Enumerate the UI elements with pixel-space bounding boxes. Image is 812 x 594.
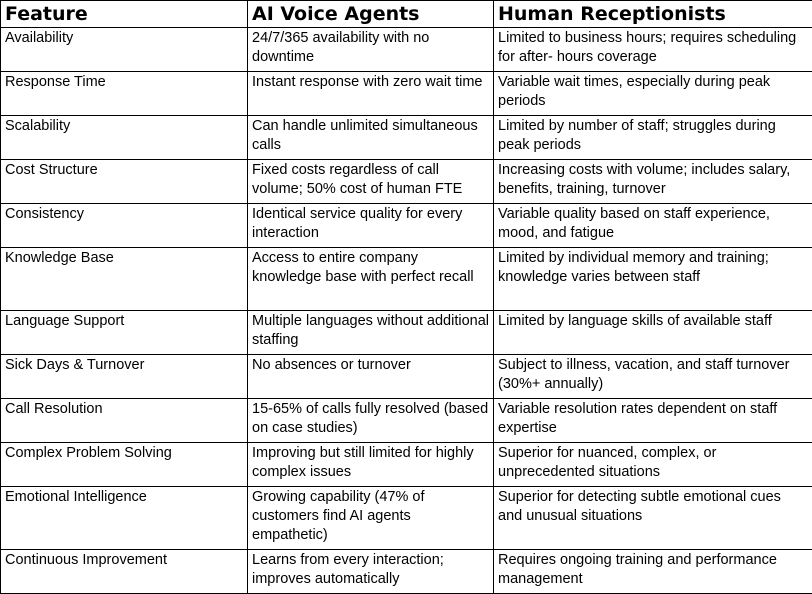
ai-cell: Improving but still limited for highly complex issues (248, 443, 494, 487)
header-ai-voice-agents: AI Voice Agents (248, 1, 494, 28)
table-row (1, 116, 812, 160)
feature-cell: Complex Problem Solving (1, 443, 248, 487)
human-cell: Variable quality based on staff experience, mood, and fatigue (494, 204, 812, 248)
feature-cell: Availability (1, 28, 248, 72)
ai-cell: 15-65% of calls fully resolved (based on case studies) (248, 399, 494, 443)
feature-cell: Knowledge Base (1, 248, 248, 311)
human-cell: Limited by individual memory and training; knowledge varies between staff (494, 248, 812, 311)
ai-cell: Identical service quality for every interaction (248, 204, 494, 248)
human-cell: Variable resolution rates dependent on staff expertise (494, 399, 812, 443)
human-cell: Limited by language skills of available staff (494, 311, 812, 355)
table-row (1, 355, 812, 399)
feature-cell: Sick Days & Turnover (1, 355, 248, 399)
table-row (1, 72, 812, 116)
feature-cell: Response Time (1, 72, 248, 116)
table-row (1, 204, 812, 248)
header-feature: Feature (1, 1, 248, 28)
ai-cell: Access to entire company knowledge base with perfect recall (248, 248, 494, 311)
ai-cell: No absences or turnover (248, 355, 494, 399)
feature-cell: Cost Structure (1, 160, 248, 204)
human-cell: Limited by number of staff; struggles during peak periods (494, 116, 812, 160)
human-cell: Limited to business hours; requires scheduling for after- hours coverage (494, 28, 812, 72)
ai-cell: Fixed costs regardless of call volume; 50% cost of human FTE (248, 160, 494, 204)
table-row (1, 28, 812, 72)
human-cell: Superior for nuanced, complex, or unprecedented situations (494, 443, 812, 487)
human-cell: Superior for detecting subtle emotional cues and unusual situations (494, 487, 812, 550)
table-row (1, 399, 812, 443)
human-cell: Requires ongoing training and performance management (494, 550, 812, 594)
header-row (1, 1, 812, 28)
feature-cell: Consistency (1, 204, 248, 248)
feature-cell: Scalability (1, 116, 248, 160)
ai-cell: 24/7/365 availability with no downtime (248, 28, 494, 72)
ai-cell: Learns from every interaction; improves automatically (248, 550, 494, 594)
ai-cell: Growing capability (47% of customers find AI agents empathetic) (248, 487, 494, 550)
table-row (1, 487, 812, 550)
ai-cell: Can handle unlimited simultaneous calls (248, 116, 494, 160)
table-row (1, 550, 812, 594)
table-row (1, 443, 812, 487)
feature-cell: Call Resolution (1, 399, 248, 443)
ai-cell: Instant response with zero wait time (248, 72, 494, 116)
feature-cell: Emotional Intelligence (1, 487, 248, 550)
table-row (1, 160, 812, 204)
table-row (1, 248, 812, 311)
human-cell: Subject to illness, vacation, and staff turnover (30%+ annually) (494, 355, 812, 399)
header-human-receptionists: Human Receptionists (494, 1, 812, 28)
feature-cell: Language Support (1, 311, 248, 355)
table-row (1, 311, 812, 355)
feature-cell: Continuous Improvement (1, 550, 248, 594)
human-cell: Variable wait times, especially during peak periods (494, 72, 812, 116)
ai-cell: Multiple languages without additional staffing (248, 311, 494, 355)
human-cell: Increasing costs with volume; includes salary, benefits, training, turnover (494, 160, 812, 204)
